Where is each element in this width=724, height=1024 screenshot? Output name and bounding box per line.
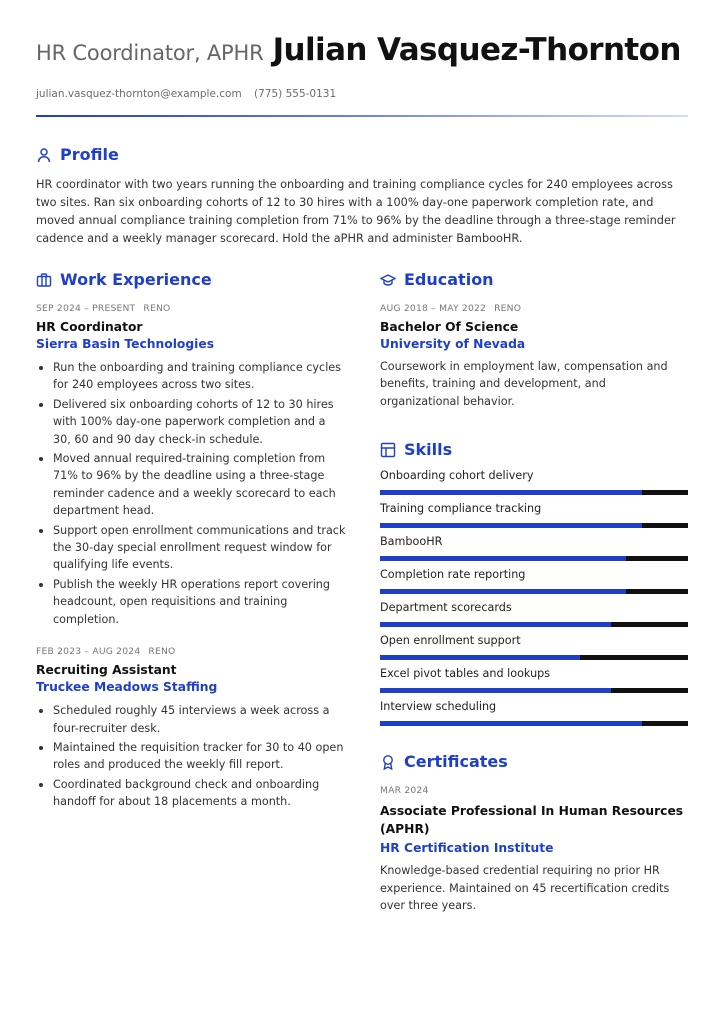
- skill-bar: [380, 490, 688, 495]
- job-entry: [36, 303, 346, 628]
- list-item: Publish the weekly HR operations report covering headcount, open requisitions and training completion.: [36, 576, 346, 628]
- resume-page: [36, 0, 688, 1024]
- list-item: Coordinated background check and onboarding handoff for about 18 placements a month.: [36, 776, 346, 811]
- skill-item: [380, 568, 688, 594]
- skills-heading: [380, 440, 688, 459]
- job-dates: FEB 2023 – AUG 2024: [36, 646, 141, 658]
- right-column: [380, 270, 688, 914]
- skill-label: Open enrollment support: [380, 634, 521, 648]
- job-role: Recruiting Assistant: [36, 663, 177, 678]
- skill-bar: [380, 655, 688, 660]
- award-icon: [380, 754, 396, 770]
- contact-line: [36, 88, 345, 100]
- list-item: Run the onboarding and training compliance cycles for 240 employees across two sites.: [36, 359, 346, 394]
- skill-bar-fill: [380, 721, 642, 726]
- skill-label: Excel pivot tables and lookups: [380, 667, 551, 681]
- job-company: Sierra Basin Technologies: [36, 337, 215, 351]
- phone: (775) 555-0131: [254, 88, 337, 100]
- certificate-name: Associate Professional In Human Resources (APHR): [380, 804, 684, 837]
- skill-bar-fill: [380, 589, 626, 594]
- skill-item: [380, 601, 688, 627]
- skill-bar-fill: [380, 655, 580, 660]
- skill-item: [380, 502, 688, 528]
- list-item: Moved annual required-training completion from 71% to 96% by the deadline using a three-stage reminder cadence and a weekly scorecard to each department head.: [36, 450, 346, 520]
- job-dates: SEP 2024 – PRESENT: [36, 303, 136, 314]
- skill-label: Onboarding cohort delivery: [380, 469, 534, 483]
- education-meta: [380, 303, 688, 314]
- person-icon: [36, 147, 52, 163]
- job-bullets: [36, 702, 346, 810]
- job-company: Truckee Meadows Staffing: [36, 680, 218, 695]
- skills-section: [380, 440, 688, 726]
- skill-bar: [380, 622, 688, 627]
- job-role: HR Coordinator: [36, 320, 143, 334]
- header-divider: [36, 115, 688, 117]
- skill-bar-fill: [380, 490, 642, 495]
- school: University of Nevada: [380, 337, 526, 351]
- skill-item: [380, 634, 688, 660]
- work-experience-heading: [36, 270, 346, 289]
- education-description: Coursework in employment law, compensation and benefits, training and development, and organizational behavior.: [380, 360, 668, 408]
- job-location: RENO: [148, 646, 176, 658]
- work-experience-section: [36, 270, 346, 813]
- briefcase-icon: [36, 272, 52, 288]
- profile-heading-label: Profile: [60, 145, 119, 164]
- work-experience-heading-label: Work Experience: [60, 270, 212, 289]
- education-heading-label: Education: [404, 270, 494, 289]
- skill-item: [380, 667, 688, 693]
- skills-heading-label: Skills: [404, 440, 453, 460]
- list-item: Maintained the requisition tracker for 30 to 40 open roles and produced the weekly fill report.: [36, 739, 346, 774]
- profile-section: [36, 145, 688, 248]
- skill-bar-fill: [380, 556, 626, 561]
- education-location: RENO: [494, 303, 522, 314]
- education-section: [380, 270, 688, 410]
- education-dates: AUG 2018 – MAY 2022: [380, 303, 487, 314]
- skill-bar: [380, 523, 688, 528]
- list-item: Support open enrollment communications and track the 30-day special enrollment request window for qualifying life events.: [36, 522, 346, 574]
- email: julian.vasquez-thornton@example.com: [36, 88, 242, 100]
- skill-item: [380, 700, 688, 726]
- job-entry: [36, 646, 346, 810]
- job-title: HR Coordinator, APHR: [36, 41, 264, 65]
- skill-bar: [380, 589, 688, 594]
- job-location: RENO: [143, 303, 171, 314]
- job-meta: [36, 646, 346, 657]
- skill-label: Completion rate reporting: [380, 568, 526, 582]
- skill-bar: [380, 556, 688, 561]
- skill-bar-fill: [380, 622, 611, 627]
- grid-icon: [380, 442, 396, 458]
- job-bullets: [36, 359, 346, 628]
- skill-label: BambooHR: [380, 535, 443, 549]
- graduation-cap-icon: [380, 272, 396, 288]
- skill-bar-fill: [380, 688, 611, 693]
- profile-heading: [36, 145, 688, 164]
- skill-item: [380, 535, 688, 561]
- skill-list: [380, 469, 688, 726]
- skill-bar-fill: [380, 523, 642, 528]
- certificates-heading: [380, 752, 688, 771]
- job-meta: [36, 303, 346, 314]
- skill-label: Department scorecards: [380, 601, 512, 615]
- certificate-issuer: HR Certification Institute: [380, 841, 554, 856]
- list-item: Scheduled roughly 45 interviews a week across a four-recruiter desk.: [36, 702, 346, 737]
- skill-bar: [380, 721, 688, 726]
- certificates-section: [380, 752, 688, 914]
- degree: Bachelor Of Science: [380, 320, 519, 334]
- education-heading: [380, 270, 688, 289]
- candidate-name: Julian Vasquez-Thornton: [272, 32, 681, 68]
- skill-item: [380, 469, 688, 495]
- certificates-heading-label: Certificates: [404, 752, 508, 772]
- skill-label: Interview scheduling: [380, 700, 497, 714]
- list-item: Delivered six onboarding cohorts of 12 to 30 hires with 100% day-one paperwork completion and a 30, 60 and 90 day check-in schedule.: [36, 396, 346, 448]
- resume-header: [36, 32, 688, 68]
- profile-summary: HR coordinator with two years running the onboarding and training compliance cycles for 240 employees across two sites. Ran six onboarding cohorts of 12 to 30 hires with a 100% day-one paperwork completion rate, and moved annual compliance training completion from 71% to 96% by the deadline through a three-stage reminder cadence and a weekly manager scorecard. Hold the aPHR and administer BambooHR.: [36, 178, 676, 245]
- skill-label: Training compliance tracking: [380, 502, 542, 516]
- certificate-date: MAR 2024: [380, 785, 429, 797]
- certificate-description: Knowledge-based credential requiring no prior HR experience. Maintained on 45 recertification credits over three years.: [380, 864, 670, 913]
- skill-bar: [380, 688, 688, 693]
